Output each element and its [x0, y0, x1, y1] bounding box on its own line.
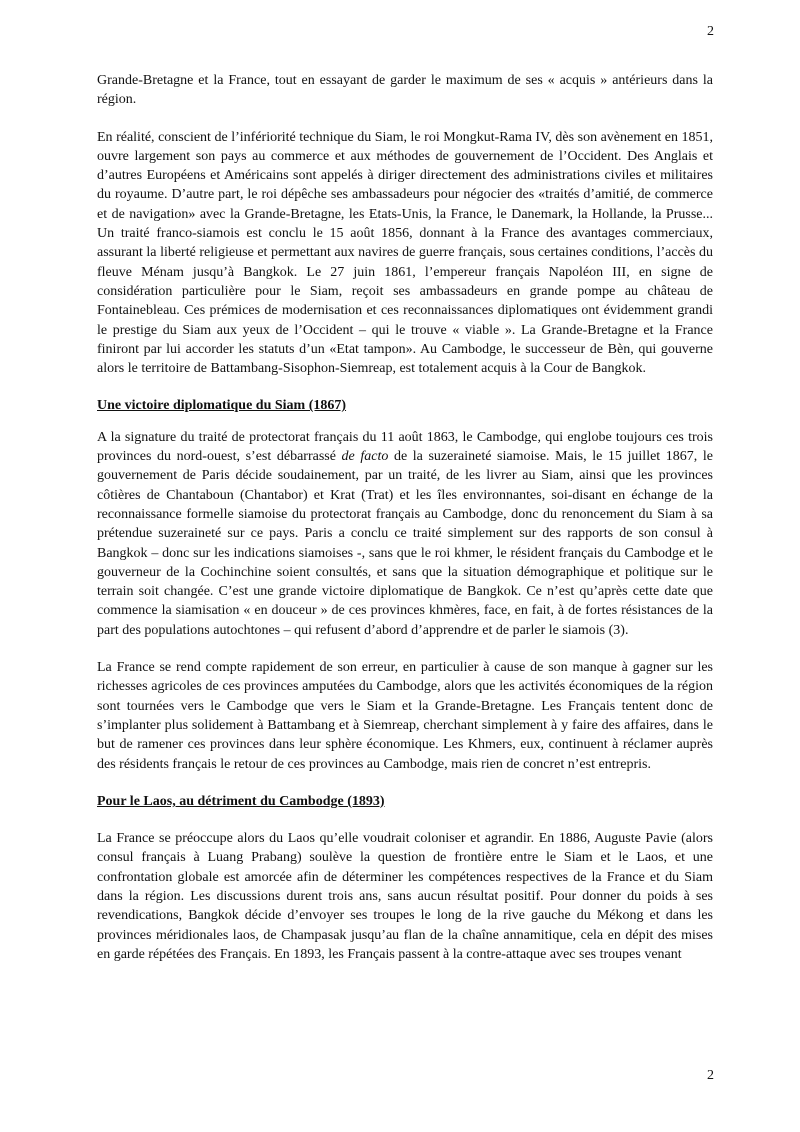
page-number-bottom: 2	[707, 1068, 714, 1083]
text-segment: A la signature du traité de protectorat français du 11 août 1863, le Cambodge, qui englobe toujours ces trois provinces du nord-ouest, s’est débarrassé	[97, 429, 713, 465]
text-segment-italic: de facto	[341, 449, 389, 465]
section-heading-1867: Une victoire diplomatique du Siam (1867)	[97, 398, 347, 414]
section-heading-1893: Pour le Laos, au détriment du Cambodge (1893)	[97, 793, 385, 809]
paragraph-intro-continuation: Grande-Bretagne et la France, tout en essayant de garder le maximum de ses « acquis » antérieurs dans la région.	[97, 73, 713, 108]
page-number-top: 2	[707, 24, 714, 39]
text-segment: de la suzeraineté siamoise. Mais, le 15 juillet 1867, le gouvernement de Paris décide soudainement, par un traité, de les livrer au Siam, ainsi que les provinces côtières de Chantaboun (Chantabor) et Krat (Trat) et les îles environnantes, soi-disant en échange de la reconnaissance formelle siamoise du protectorat français au Cambodge, donc du renoncement du Siam à sa prétendue suzeraineté sur ce pays. Paris a conclu ce traité simplement sur des rapports de son consul à Bangkok – donc sur les indications siamoises -, sans que le roi khmer, le résident français du Cambodge et le gouverneur de la Cochinchine soient consultés, et sans que la situation démographique et politique sur le terrain soit changée. C’est une grande victoire diplomatique de Bangkok. Ce n’est qu’après cette date que commence la siamisation « en douceur » de ces provinces khmères, face, en fait, à de fortes résistances de la part des populations autochtones – qui refusent d’abord d’apprendre et de parler le siamois (3).	[97, 449, 713, 638]
document-body	[97, 71, 713, 964]
paragraph-laos-1893: La France se préoccupe alors du Laos qu’elle voudrait coloniser et agrandir. En 1886, Auguste Pavie (alors consul français à Luang Prabang) soulève la question de frontière entre le Siam et le Laos, et une confrontation globale est amorcée afin de déterminer les compétences respectives de la France et du Siam dans la région. Les discussions durent trois ans, sans aucun résultat positif. Pour donner du poids à ses revendications, Bangkok décide d’envoyer ses troupes le long de la rive gauche du Mékong et dans les provinces méridionales laos, de Champasak jusqu’au flan de la chaîne annamitique, cela en dépit des mises en garde répétées des Français. En 1893, les Français passent à la contre-attaque avec ses troupes venant	[97, 831, 713, 962]
paragraph-treaty-1867	[97, 428, 713, 640]
paragraph-mongkut-reforms: En réalité, conscient de l’infériorité technique du Siam, le roi Mongkut-Rama IV, dès son avènement en 1851, ouvre largement son pays au commerce et aux méthodes de gouvernement de l’Occident. Des Anglais et d’autres Européens et Américains sont appelés à diriger directement des administrations civiles et militaires du royaume. D’autre part, le roi dépêche ses ambassadeurs pour négocier des «traités d’amitié, de commerce et de navigation» avec la Grande-Bretagne, les Etats-Unis, la France, le Danemark, la Hollande, la Prusse... Un traité franco-siamois est conclu le 15 août 1856, donnant à la France des avantages commerciaux, assurant la liberté religieuse et permettant aux navires de guerre français, sous certaines conditions, l’accès du fleuve Ménam jusqu’à Bangkok. Le 27 juin 1861, l’empereur français Napoléon III, en signe de considération particulière pour le Siam, reçoit ses ambassadeurs en grande pompe au château de Fontainebleau. Ces prémices de modernisation et ces reconnaissances diplomatiques ont évidemment grandi le prestige du Siam aux yeux de l’Occident – qui le trouve « viable ». La Grande-Bretagne et la France finiront par lui accorder les statuts d’un «Etat tampon». Au Cambodge, le successeur de Bèn, qui gouverne alors le territoire de Battambang-Sisophon-Siemreap, est totalement acquis à la Cour de Bangkok.	[97, 129, 713, 377]
paragraph-france-error: La France se rend compte rapidement de son erreur, en particulier à cause de son manque à gagner sur les richesses agricoles de ces provinces amputées du Cambodge, alors que les activités économiques de la région sont tournées vers le Cambodge que vers le Siam et la Grande-Bretagne. Les Français tentent donc de s’implanter plus solidement à Battambang et à Siemreap, cherchant simplement à y faire des affaires, dans le but de ramener ces provinces dans leur sphère économique. Les Khmers, eux, continuent à réclamer auprès des résidents français le retour de ces provinces au Cambodge, mais rien de concret n’est entrepris.	[97, 660, 713, 772]
